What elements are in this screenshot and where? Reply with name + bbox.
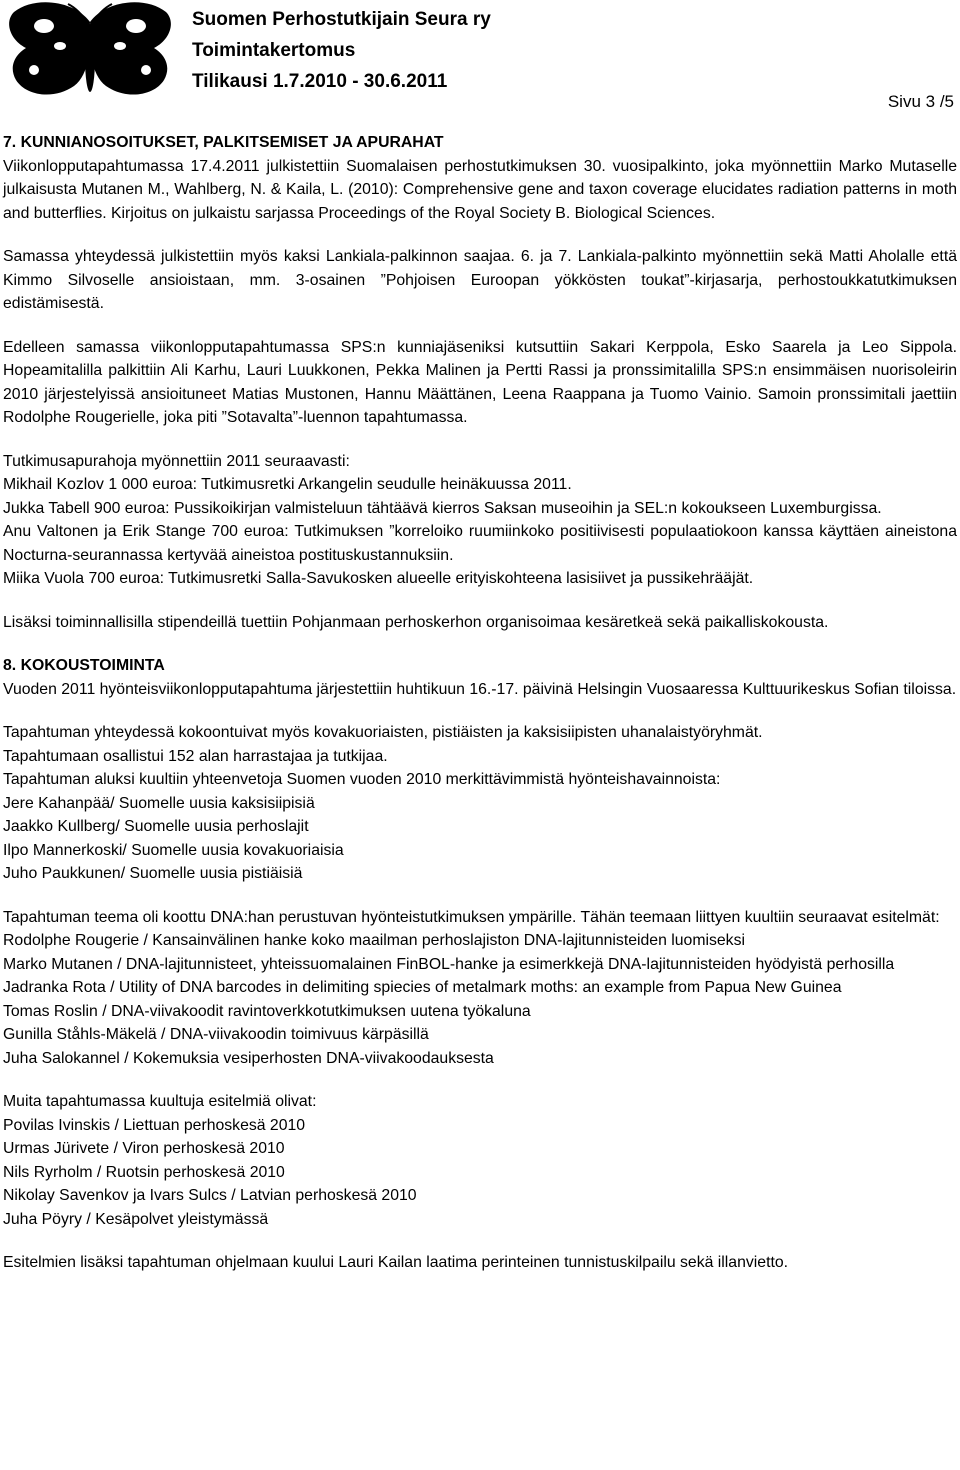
other-talk: Juha Pöyry / Kesäpolvet yleistymässä bbox=[3, 1210, 269, 1228]
other-talk: Urmas Jürivete / Viron perhoskesä 2010 bbox=[3, 1140, 285, 1157]
document-body bbox=[3, 131, 957, 1275]
event-line: Tapahtumaan osallistui 152 alan harrastajaa ja tutkijaa. bbox=[3, 747, 388, 765]
event-line: Tapahtuman yhteydessä kokoontuivat myös kovakuoriaisten, pistiäisten ja kaksisiipisten uhanalaistyöryhmät. bbox=[3, 724, 763, 741]
other-talk: Nils Ryrholm / Ruotsin perhoskesä 2010 bbox=[3, 1163, 285, 1181]
organization-name: Suomen Perhostutkijain Seura ry bbox=[192, 9, 491, 30]
theme-intro: Tapahtuman teema oli koottu DNA:han perustuvan hyönteistutkimuksen ympärille. Tähän teemaan liittyen kuultiin seuraavat esitelmät: bbox=[3, 908, 940, 926]
butterfly-logo-icon bbox=[4, 0, 176, 112]
theme-talk: Jadranka Rota / Utility of DNA barcodes in delimiting spiecies of metalmark moths: an example from Papua New Guinea bbox=[3, 979, 842, 996]
document-header bbox=[192, 4, 491, 97]
summary-talk: Jaakko Kullberg/ Suomelle uusia perhoslajit bbox=[3, 818, 309, 835]
grant-item: Jukka Tabell 900 euroa: Pussikoikirjan valmisteluun tähtäävä kierros Saksan museoihin ja SEL:n kokoukseen Luxemburgissa. bbox=[3, 499, 882, 517]
section-7-paragraph-4: Lisäksi toiminnallisilla stipendeillä tuettiin Pohjanmaan perhoskerhon organisoimaa kesäretkeä sekä paikalliskokousta. bbox=[3, 613, 829, 631]
grant-item: Anu Valtonen ja Erik Stange 700 euroa: Tutkimuksen ”korreloiko ruumiinkoko positiivisesti populaatiokoon kanssa käyttäen aineistona Nocturna-seurannassa kertyvää aineistoa postituskustannuksiin. bbox=[3, 523, 957, 564]
theme-talk: Marko Mutanen / DNA-lajitunnisteet, yhteissuomalainen FinBOL-hanke ja esimerkkejä DNA-lajitunnisteiden hyödyistä perhosilla bbox=[3, 955, 895, 973]
summary-talk: Juho Paukkunen/ Suomelle uusia pistiäisiä bbox=[3, 865, 303, 882]
section-8-heading: 8. KOKOUSTOIMINTA bbox=[3, 657, 165, 674]
theme-talk: Tomas Roslin / DNA-viivakoodit ravintoverkkotutkimuksen uutena työkaluna bbox=[3, 1002, 531, 1020]
grants-intro: Tutkimusapurahoja myönnettiin 2011 seuraavasti: bbox=[3, 452, 350, 470]
fiscal-period: Tilikausi 1.7.2010 - 30.6.2011 bbox=[192, 71, 448, 92]
section-7-paragraph-2: Samassa yhteydessä julkistettiin myös kaksi Lankiala-palkinnon saajaa. 6. ja 7. Lankiala-palkinto myönnettiin sekä Matti Aholalle että Kimmo Silvoselle ansioistaan, mm. 3-osainen ”Pohjoisen Euroopan yökkösten toukat”-kirjasarja, perhostoukkatutkimuksen edistämisestä. bbox=[3, 248, 957, 312]
section-7-paragraph-3: Edelleen samassa viikonlopputapahtumassa SPS:n kunniajäseniksi kutsuttiin Sakari Kerppola, Esko Saarela ja Leo Sippola. Hopeamitalilla palkittiin Ali Karhu, Lauri Luukkonen, Pekka Malinen ja Pertti Rassi ja pronssimitalilla SPS:n ensimmäisen nuorisoleirin 2010 järjestelyissä ansioituneet Matias Mustonen, Hannu Määttänen, Leena Raappana ja Tuomo Vainio. Samoin pronssimitali jaettiin Rodolphe Rougerielle, joka piti ”Sotavalta”-luennon tapahtumassa. bbox=[3, 338, 957, 426]
other-talk: Nikolay Savenkov ja Ivars Sulcs / Latvian perhoskesä 2010 bbox=[3, 1187, 417, 1204]
document-title: Toimintakertomus bbox=[192, 40, 356, 61]
event-line: Tapahtuman aluksi kuultiin yhteenvetoja Suomen vuoden 2010 merkittävimmistä hyönteishavainnoista: bbox=[3, 771, 721, 788]
section-7-heading: 7. KUNNIANOSOITUKSET, PALKITSEMISET JA APURAHAT bbox=[3, 134, 444, 151]
other-talks-intro: Muita tapahtumassa kuultuja esitelmiä olivat: bbox=[3, 1093, 317, 1110]
closing-paragraph: Esitelmien lisäksi tapahtuman ohjelmaan kuului Lauri Kailan laatima perinteinen tunnistuskilpailu sekä illanvietto. bbox=[3, 1254, 789, 1271]
section-7-paragraph-1: Viikonlopputapahtumassa 17.4.2011 julkistettiin Suomalaisen perhostutkimuksen 30. vuosipalkinto, joka myönnettiin Marko Mutaselle julkaisusta Mutanen M., Wahlberg, N. & Kaila, L. (2010): Comprehensive gene and taxon coverage elucidates radiation patterns in moth and butterflies. Kirjoitus on julkaistu sarjassa Proceedings of the Royal Society B. Biological Sciences. bbox=[3, 157, 957, 222]
grant-item: Miika Vuola 700 euroa: Tutkimusretki Salla-Savukosken alueelle erityiskohteena lasisiivet ja pussikehrääjät. bbox=[3, 570, 754, 587]
summary-talk: Ilpo Mannerkoski/ Suomelle uusia kovakuoriaisia bbox=[3, 841, 344, 859]
page-number: Sivu 3 /5 bbox=[887, 92, 954, 111]
theme-talk: Rodolphe Rougerie / Kansainvälinen hanke koko maailman perhoslajiston DNA-lajitunnisteiden luomiseksi bbox=[3, 932, 745, 949]
other-talk: Povilas Ivinskis / Liettuan perhoskesä 2010 bbox=[3, 1116, 306, 1134]
theme-talk: Gunilla Ståhls-Mäkelä / DNA-viivakoodin toimivuus kärpäsillä bbox=[3, 1026, 429, 1043]
grant-item: Mikhail Kozlov 1 000 euroa: Tutkimusretki Arkangelin seudulle heinäkuussa 2011. bbox=[3, 476, 572, 493]
theme-talk: Juha Salokannel / Kokemuksia vesiperhosten DNA-viivakoodauksesta bbox=[3, 1049, 494, 1067]
summary-talk: Jere Kahanpää/ Suomelle uusia kaksisiipisiä bbox=[3, 794, 315, 812]
section-8-paragraph-1: Vuoden 2011 hyönteisviikonlopputapahtuma järjestettiin huhtikuun 16.-17. päivinä Helsingin Vuosaaressa Kulttuurikeskus Sofian tiloissa. bbox=[3, 680, 957, 698]
